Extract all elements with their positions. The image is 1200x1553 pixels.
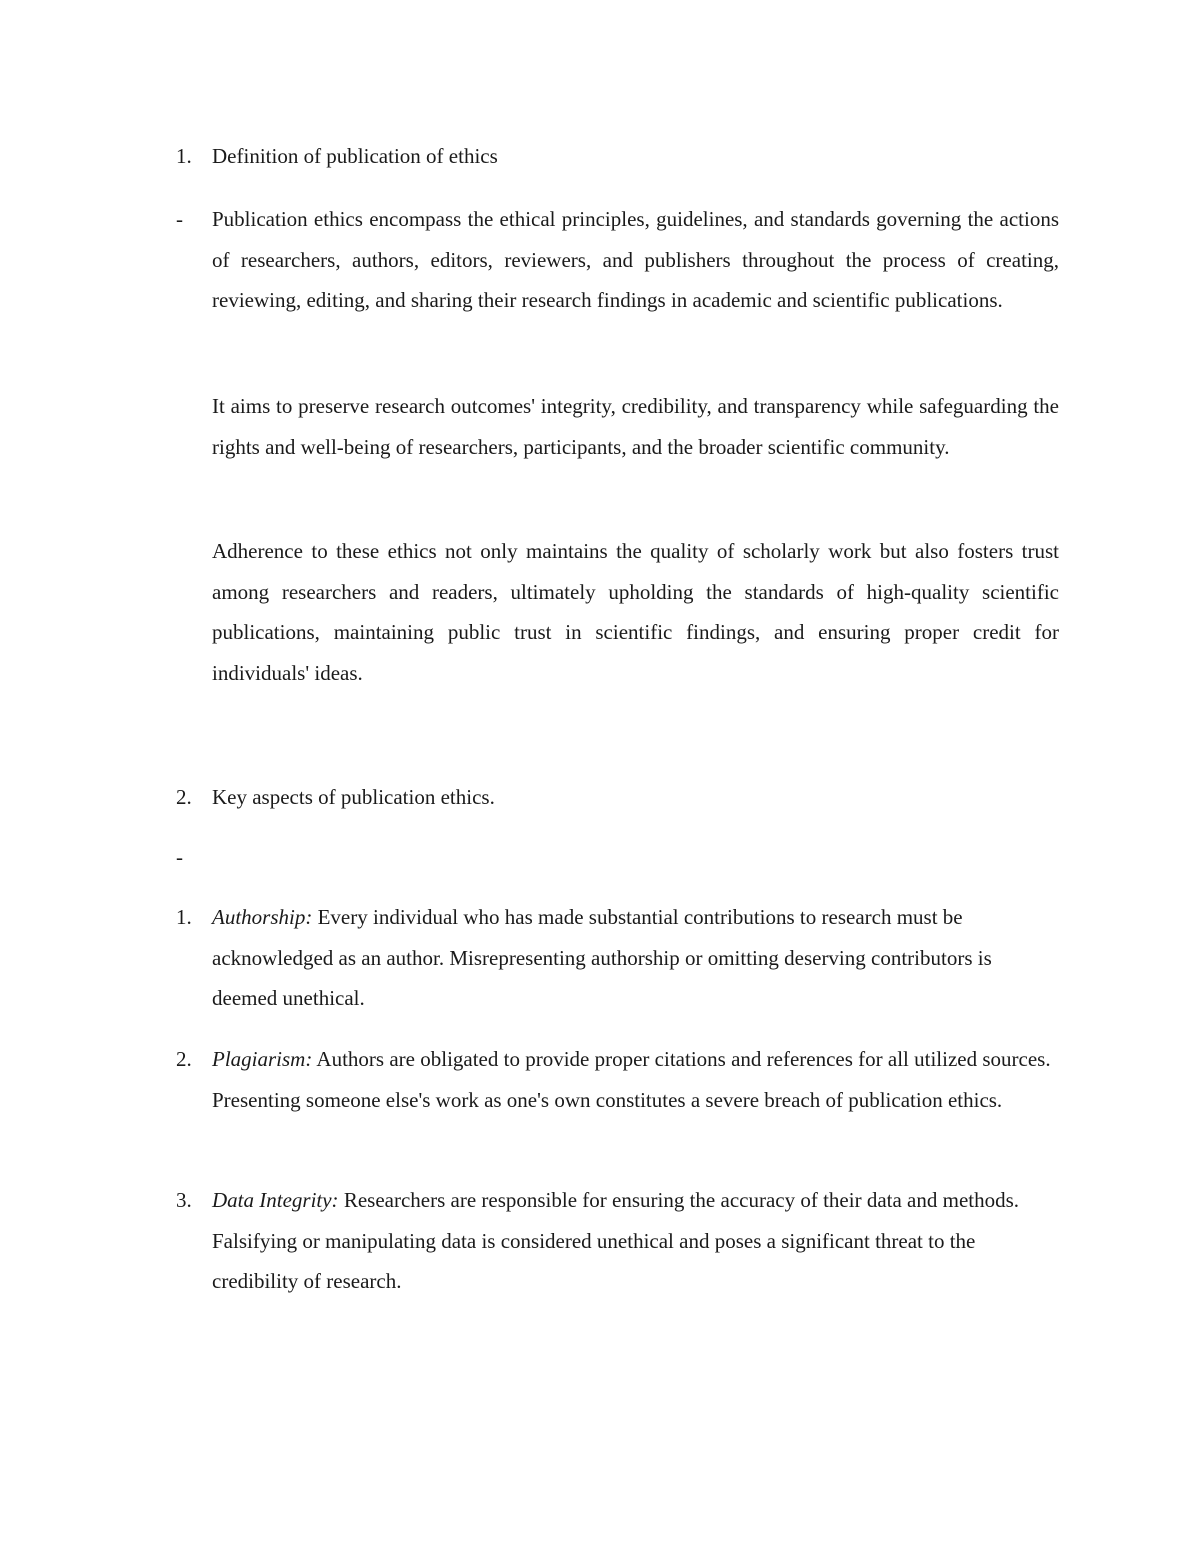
section-1-heading: Definition of publication of ethics <box>212 144 498 168</box>
item-3-description: Researchers are responsible for ensuring the accuracy of their data and methods. Falsifying or manipulating data is considered unethical and poses a significant threat to the credibility of research. <box>212 1188 1020 1294</box>
item-1-term: Authorship: <box>212 905 313 929</box>
item-1-description: Every individual who has made substantial contributions to research must be acknowledged as an author. Misrepresenting authorship or omitting deserving contributors is deemed unethical. <box>212 905 992 1011</box>
section-2-heading: Key aspects of publication ethics. <box>212 785 495 809</box>
section-1-paragraph-2: It aims to preserve research outcomes' integrity, credibility, and transparency while safeguarding the rights and well-being of researchers, participants, and the broader scientific community. <box>212 394 1059 459</box>
item-3-term: Data Integrity: <box>212 1188 339 1212</box>
section-1-paragraph-3: Adherence to these ethics not only maintains the quality of scholarly work but also fosters trust among researchers and readers, ultimately upholding the standards of high-quality scientific publications, maintaining public trust in scientific findings, and ensuring proper credit for individuals' ideas. <box>212 539 1059 686</box>
item-3-number: 3. <box>176 1188 192 1212</box>
item-2-term: Plagiarism: <box>212 1047 313 1071</box>
section-1-bullet: - <box>176 207 183 231</box>
item-2-description: Authors are obligated to provide proper citations and references for all utilized sources. Presenting someone else's work as one's own constitutes a severe breach of publication ethics. <box>212 1047 1051 1112</box>
section-1-paragraph-1: Publication ethics encompass the ethical principles, guidelines, and standards governing the actions of researchers, authors, editors, reviewers, and publishers throughout the process of creating, reviewing, editing, and sharing their research findings in academic and scientific publications. <box>212 207 1059 313</box>
item-1-number: 1. <box>176 905 192 929</box>
item-3-text-block <box>212 1180 1062 1302</box>
section-1-number: 1. <box>176 144 192 168</box>
item-1-text-block <box>212 897 1062 1019</box>
item-2-number: 2. <box>176 1047 192 1071</box>
section-2-number: 2. <box>176 785 192 809</box>
section-2-bullet: - <box>176 845 183 869</box>
item-2-text-block <box>212 1039 1062 1120</box>
